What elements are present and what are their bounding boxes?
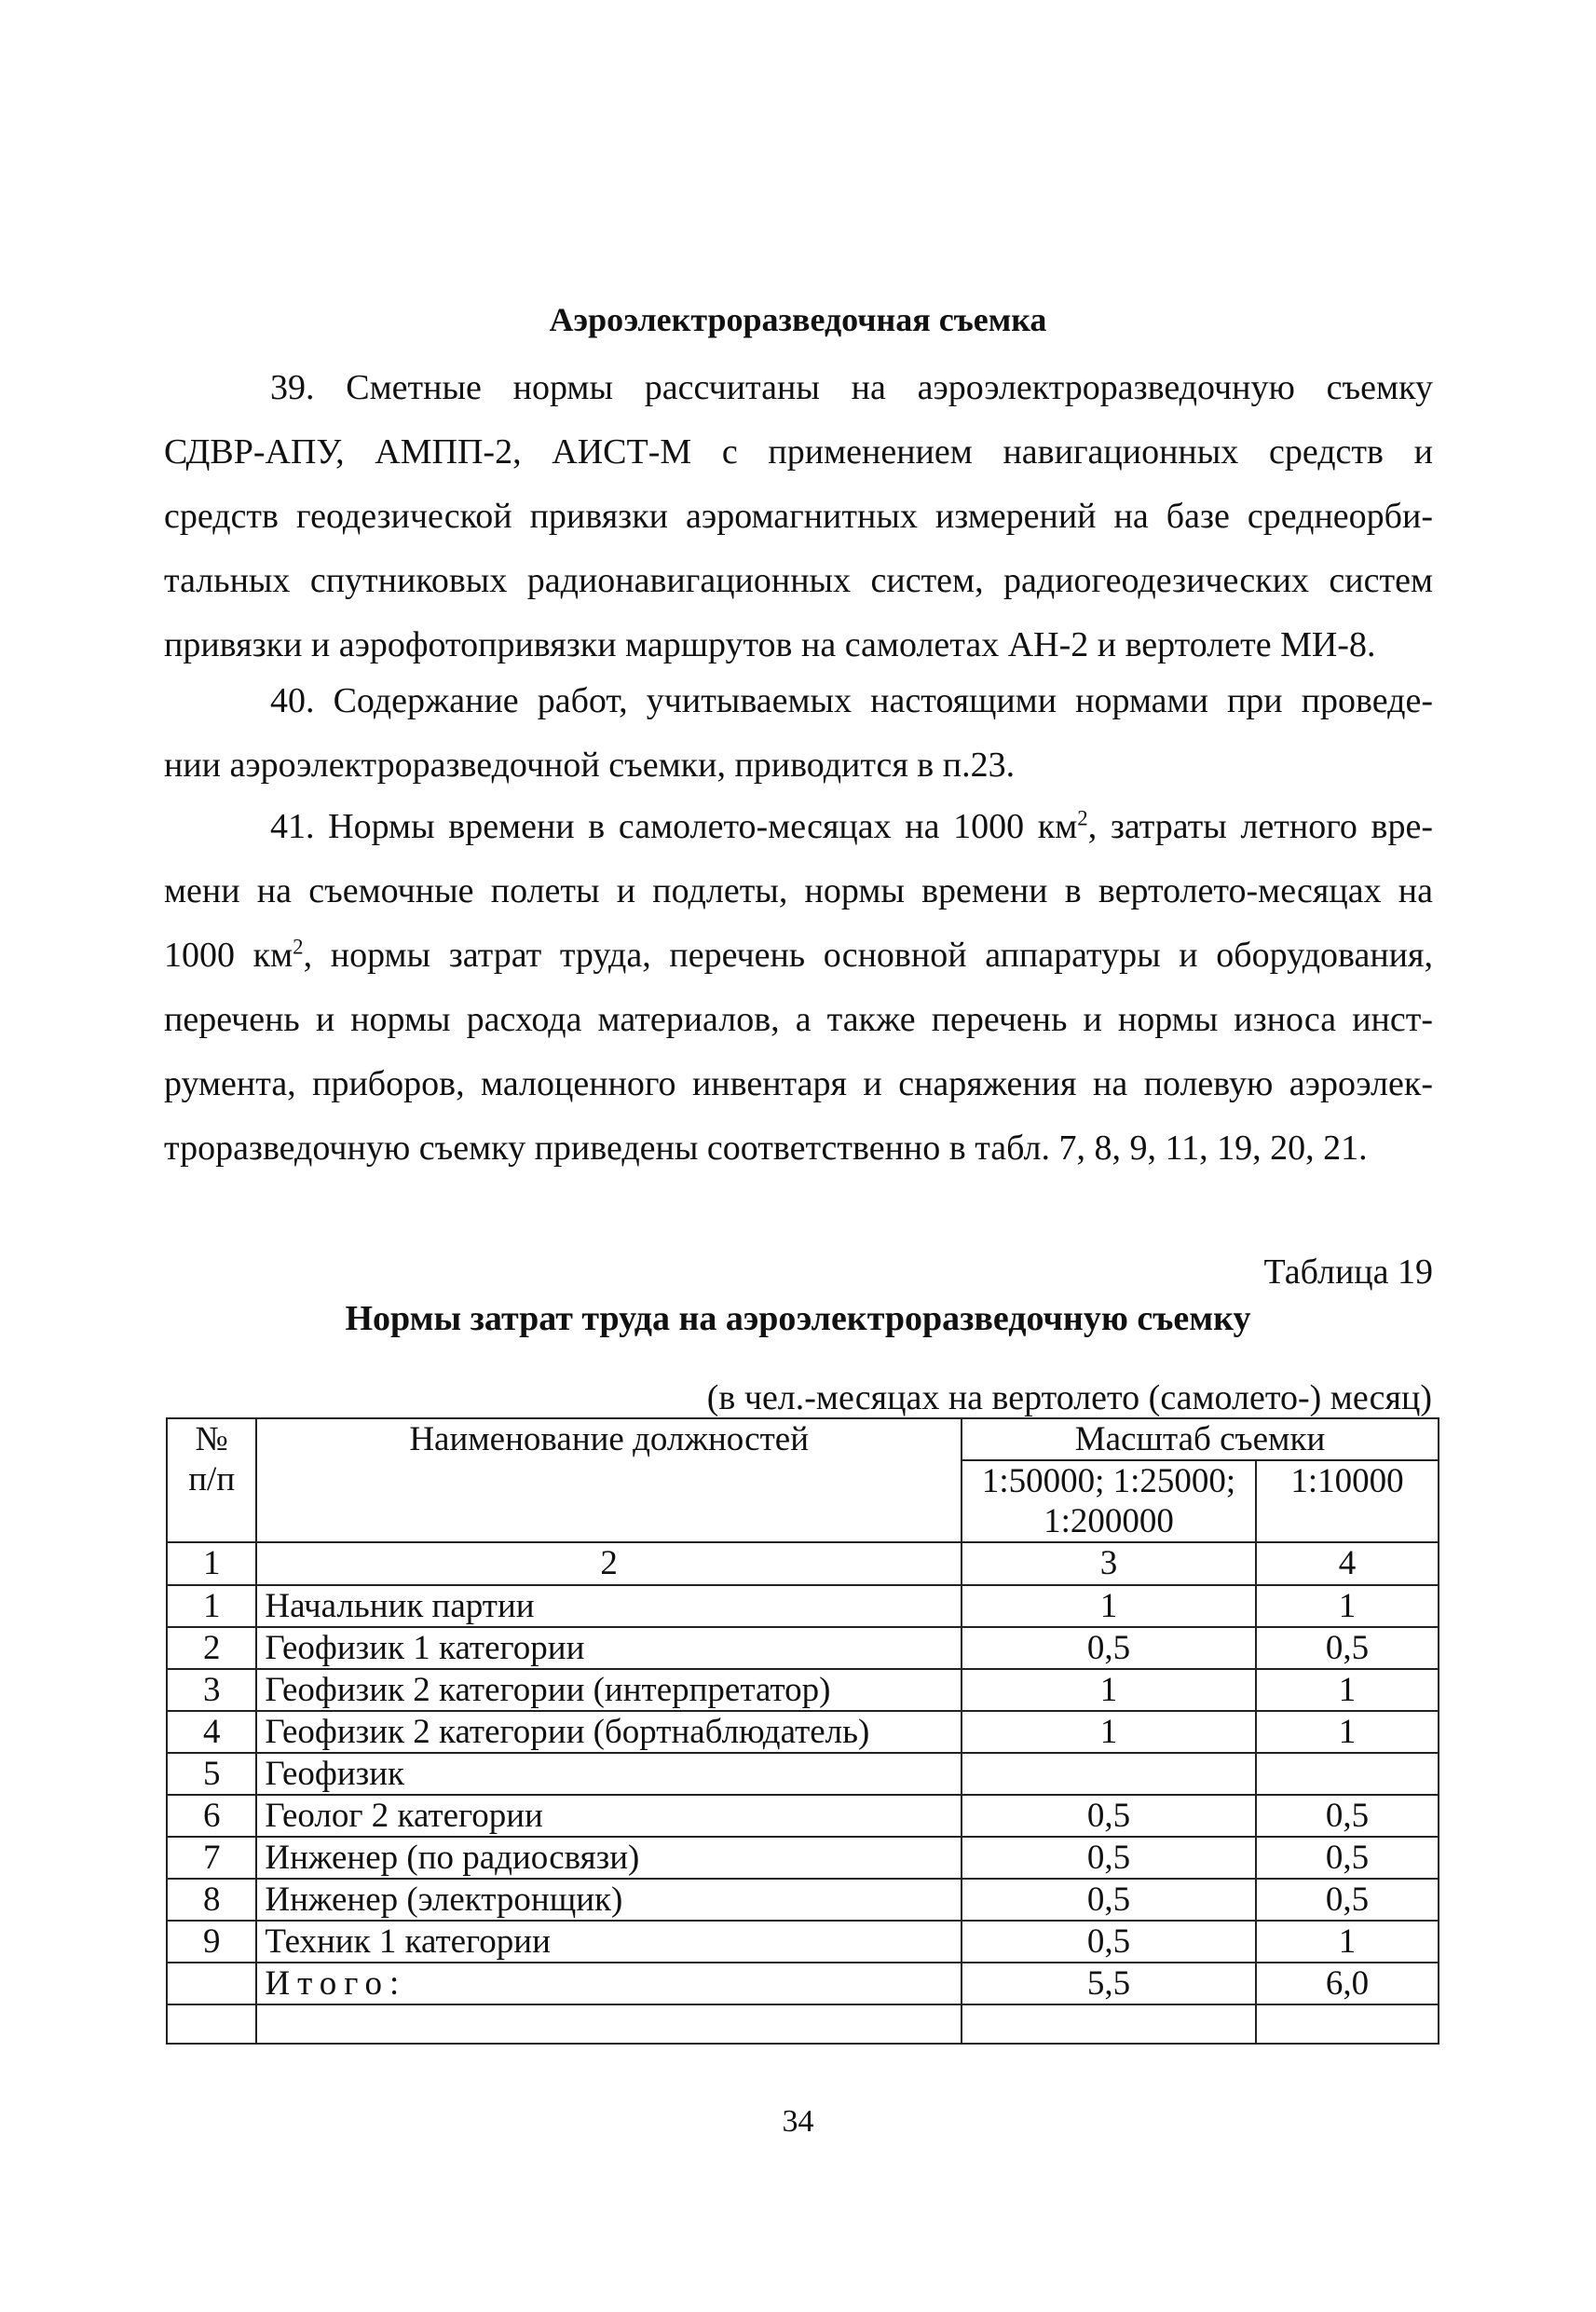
- row-value-a: 1: [962, 1669, 1256, 1711]
- table-row: [167, 1879, 1439, 1921]
- column-number: 1: [167, 1542, 256, 1585]
- row-value-a: 0,5: [962, 1627, 1256, 1669]
- row-value-b: 0,5: [1256, 1795, 1439, 1837]
- paragraph-39: [164, 356, 1433, 677]
- column-number: 4: [1256, 1542, 1439, 1585]
- row-value-b: 0,5: [1256, 1879, 1439, 1921]
- paragraph-line: СДВР-АПУ, АМПП-2, АИСТ-М с применением навигационных средств и: [164, 432, 1433, 472]
- row-number: 3: [167, 1669, 256, 1711]
- paragraph-line: перечень и нормы расхода материалов, а также перечень и нормы износа инст-: [164, 1000, 1433, 1039]
- page-number: 34: [782, 2104, 814, 2139]
- superscript: 2: [1077, 806, 1088, 830]
- text-fragment: , нормы затрат труда, перечень основной аппаратуры и оборудования,: [303, 936, 1434, 975]
- row-number: 1: [167, 1585, 256, 1627]
- paragraph-line: тальных спутниковых радионавигационных систем, радиогеодезических систем: [164, 561, 1433, 600]
- table-row: [167, 1921, 1439, 1963]
- row-position: Геофизик 1 категории: [256, 1627, 962, 1669]
- row-value-a: 0,5: [962, 1879, 1256, 1921]
- paragraph-line: троразведочную съемку приведены соответственно в табл. 7, 8, 9, 11, 19, 20, 21.: [164, 1129, 1368, 1168]
- table-units-note: (в чел.-месяцах на вертолето (самолето-) месяц): [706, 1378, 1432, 1417]
- row-value-b: 1: [1256, 1711, 1439, 1753]
- row-number: 9: [167, 1921, 256, 1963]
- row-position: Геофизик 2 категории (бортнаблюдатель): [256, 1711, 962, 1753]
- row-value-b: [1256, 1753, 1439, 1795]
- header-scale: Масштаб съемки: [962, 1418, 1439, 1460]
- row-number: 8: [167, 1879, 256, 1921]
- row-number: 5: [167, 1753, 256, 1795]
- row-value-a: 0,5: [962, 1921, 1256, 1963]
- row-position: Начальник партии: [256, 1585, 962, 1627]
- row-value-a: 0,5: [962, 1837, 1256, 1879]
- empty-cell: [256, 2004, 962, 2044]
- row-number: 4: [167, 1711, 256, 1753]
- text-fragment: 41. Нормы времени в самолето-месяцах на 1000 км: [270, 807, 1078, 846]
- paragraph-line: [164, 795, 1433, 859]
- paragraph-line: румента, приборов, малоценного инвентаря и снаряжения на полевую аэроэлек-: [164, 1064, 1433, 1103]
- table-row: [167, 1795, 1439, 1837]
- paragraph-line: 39. Сметные нормы рассчитаны на аэроэлектроразведочную съемку: [270, 368, 1433, 407]
- table-header-row: [167, 1418, 1439, 1460]
- column-number: 3: [962, 1542, 1256, 1585]
- table-row: [167, 1837, 1439, 1879]
- row-number: 6: [167, 1795, 256, 1837]
- paragraph-41: [164, 795, 1433, 1181]
- superscript: 2: [293, 935, 304, 959]
- paragraph-line: средств геодезической привязки аэромагнитных измерений на базе среднеорби-: [164, 497, 1433, 536]
- header-position: Наименование должностей: [256, 1418, 962, 1542]
- table-row: [167, 1627, 1439, 1669]
- row-value-b: 0,5: [1256, 1627, 1439, 1669]
- row-position: Геофизик: [256, 1753, 962, 1795]
- empty-cell: [167, 2004, 256, 2044]
- total-number-cell: [167, 1963, 256, 2004]
- table-row: [167, 1753, 1439, 1795]
- empty-cell: [1256, 2004, 1439, 2044]
- row-value-a: [962, 1753, 1256, 1795]
- section-title: Аэроэлектроразведочная съемка: [549, 301, 1047, 338]
- header-scale-a: 1:50000; 1:25000; 1:200000: [962, 1460, 1256, 1542]
- text-fragment: , затраты летного вре-: [1087, 807, 1433, 846]
- table-title: Нормы затрат труда на аэроэлектроразведочную съемку: [345, 1299, 1251, 1338]
- row-position: Инженер (электронщик): [256, 1879, 962, 1921]
- row-value-a: 1: [962, 1585, 1256, 1627]
- table-row: [167, 1585, 1439, 1627]
- paragraph-line: [164, 923, 1433, 988]
- table-empty-row: [167, 2004, 1439, 2044]
- column-number: 2: [256, 1542, 962, 1585]
- total-label: Итого:: [256, 1963, 962, 2004]
- row-position: Инженер (по радиосвязи): [256, 1837, 962, 1879]
- row-value-b: 1: [1256, 1669, 1439, 1711]
- paragraph-line: мени на съемочные полеты и подлеты, нормы времени в вертолето-месяцах на: [164, 871, 1433, 910]
- table-total-row: [167, 1963, 1439, 2004]
- paragraph-line: нии аэроэлектроразведочной съемки, приводится в п.23.: [164, 746, 1016, 785]
- row-value-a: 1: [962, 1711, 1256, 1753]
- total-value-b: 6,0: [1256, 1963, 1439, 2004]
- labor-norms-table: [166, 1417, 1439, 2045]
- table-row: [167, 1669, 1439, 1711]
- header-number: [167, 1418, 256, 1542]
- header-scale-b: 1:10000: [1256, 1460, 1439, 1542]
- header-number-abbr: п/п: [188, 1460, 236, 1498]
- row-number: 2: [167, 1627, 256, 1669]
- paragraph-40: [164, 669, 1433, 798]
- row-value-b: 0,5: [1256, 1837, 1439, 1879]
- row-value-b: 1: [1256, 1585, 1439, 1627]
- table-caption: Таблица 19: [1263, 1252, 1433, 1292]
- total-value-a: 5,5: [962, 1963, 1256, 2004]
- header-number-symbol: №: [195, 1420, 228, 1458]
- row-value-a: 0,5: [962, 1795, 1256, 1837]
- column-number-row: [167, 1542, 1439, 1585]
- paragraph-line: привязки и аэрофотопривязки маршрутов на самолетах АН-2 и вертолете МИ-8.: [164, 625, 1376, 664]
- row-value-b: 1: [1256, 1921, 1439, 1963]
- table-row: [167, 1711, 1439, 1753]
- row-position: Геолог 2 категории: [256, 1795, 962, 1837]
- text-fragment: 1000 км: [164, 936, 293, 975]
- empty-cell: [962, 2004, 1256, 2044]
- paragraph-line: 40. Содержание работ, учитываемых настоящими нормами при проведе-: [270, 681, 1433, 720]
- row-position: Геофизик 2 категории (интерпретатор): [256, 1669, 962, 1711]
- row-position: Техник 1 категории: [256, 1921, 962, 1963]
- row-number: 7: [167, 1837, 256, 1879]
